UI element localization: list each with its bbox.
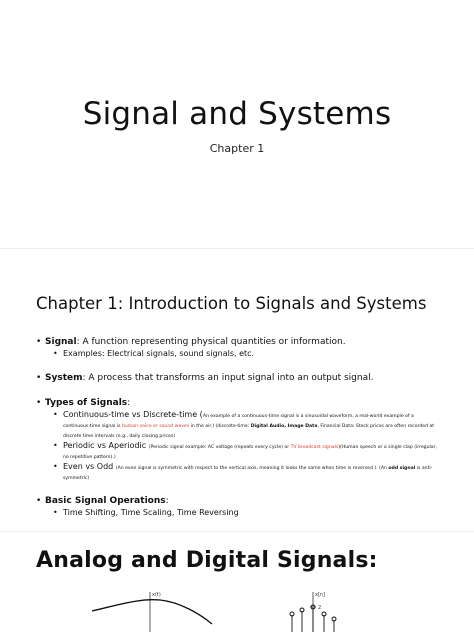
pa-note-b: )(Human speech or a single clap (irregular, no repetitive pattern).) (63, 445, 437, 460)
sub-bullet-continuous-discrete (53, 410, 440, 440)
deck-title: Signal and Systems (82, 96, 392, 132)
sub-bullet-operations: • Time Shifting, Time Scaling, Time Reversing (53, 508, 440, 518)
signal-definition: : A function representing physical quantities or information. (76, 337, 346, 347)
eo-note-bold: odd signal (388, 466, 416, 471)
sub-bullet-periodic-aperiodic (53, 441, 440, 461)
sub-bullet-even-odd (53, 462, 440, 482)
digital-tick-label: 2 (318, 605, 322, 611)
term-system: System (45, 373, 83, 383)
signal-illustrations (0, 586, 474, 632)
types-heading-colon: : (127, 398, 131, 408)
pa-note-a: (Periodic signal example: AC voltage (repeats every cycle) or (148, 445, 291, 450)
ct-note-red: human voice or sound waves (121, 424, 190, 429)
digital-signal-plot (290, 592, 336, 632)
ct-note-bold: Digital Audio, Image Data (250, 424, 318, 429)
slide-heading: Chapter 1: Introduction to Signals and Systems (36, 294, 427, 313)
bullet-types (36, 398, 440, 409)
term-signal: Signal (45, 337, 77, 347)
system-definition: : A process that transforms an input signal into an output signal. (82, 373, 374, 383)
slide-heading-analog-digital: Analog and Digital Signals: (36, 548, 378, 573)
bullet-signal (36, 337, 440, 348)
digital-y-label: x[n] (315, 592, 326, 598)
bullet-system (36, 373, 440, 384)
ct-label: Continuous-time vs Discrete-time ( (63, 410, 203, 419)
analog-y-label: x(t) (152, 592, 161, 598)
analog-signal-plot (92, 592, 212, 632)
analog-waveform (92, 600, 212, 624)
slide-introduction (0, 249, 474, 532)
bullet-operations (36, 496, 440, 507)
pa-label: Periodic vs Aperiodic (63, 441, 147, 450)
eo-label: Even vs Odd (63, 462, 114, 471)
bullet-list (36, 337, 440, 518)
ct-note-c: , Financial Data: Stock prices are often recorded at discrete time intervals (e.g., daily closing prices) (63, 424, 435, 439)
slide-analog-digital (0, 532, 474, 632)
types-heading: Types of Signals (45, 398, 128, 408)
pa-note-red: TV broadcast signals (290, 445, 339, 450)
slide-title (0, 0, 474, 249)
eo-note-a: (An even signal is symmetric with respect to the vertical axis, meaning it looks the same when time is reversed.). (An (115, 466, 389, 471)
sub-bullet-signal-examples: • Examples: Electrical signals, sound signals, etc. (53, 349, 440, 359)
ct-note-b: in the air.) (discrete-time: (189, 424, 251, 429)
ops-heading-colon: : (165, 496, 169, 506)
deck-subtitle: Chapter 1 (209, 142, 265, 155)
ct-note-a: An example of a continuous-time signal is a sinusoidal waveform, a real-world example of a continuous-time signal is (63, 414, 414, 429)
ops-heading: Basic Signal Operations (45, 496, 166, 506)
eo-note-b: is anti-symmetric) (63, 466, 433, 481)
